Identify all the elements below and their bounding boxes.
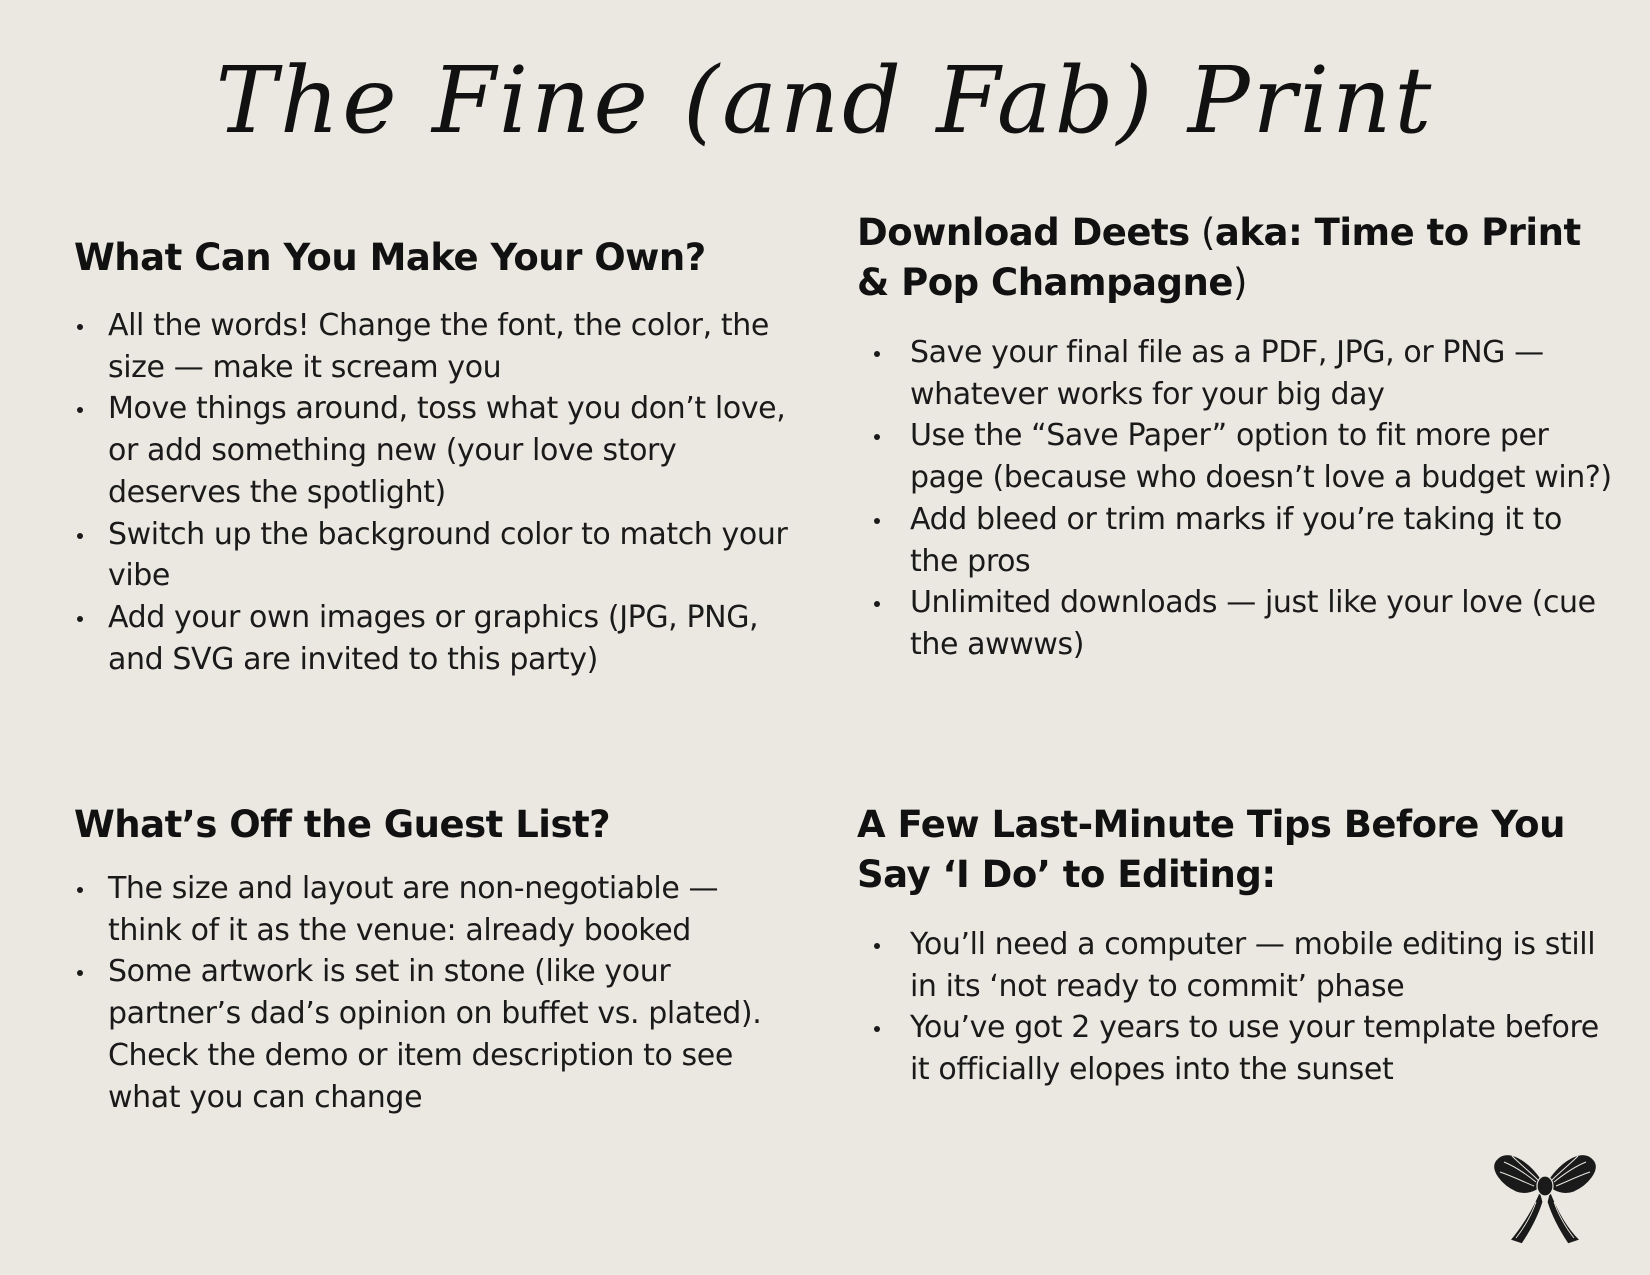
list-item: Switch up the background color to match your vibe bbox=[74, 514, 794, 597]
section-off-guest-list bbox=[74, 800, 794, 1118]
section-heading: A Few Last-Minute Tips Before You Say ‘I Do’ to Editing: bbox=[857, 803, 1565, 896]
list-item: All the words! Change the font, the color, the size — make it scream you bbox=[74, 305, 794, 388]
heading-main: Download Deets bbox=[857, 211, 1190, 254]
list-item: You’ll need a computer — mobile editing is still in its ‘not ready to commit’ phase bbox=[857, 924, 1617, 1007]
section-download-deets bbox=[857, 208, 1617, 666]
bow-icon bbox=[1490, 1140, 1600, 1250]
section-heading bbox=[857, 208, 1617, 308]
bullet-list bbox=[857, 332, 1617, 666]
section-last-minute-tips bbox=[857, 800, 1617, 1091]
list-item: You’ve got 2 years to use your template before it officially elopes into the sunset bbox=[857, 1007, 1617, 1090]
list-item: Add bleed or trim marks if you’re taking it to the pros bbox=[857, 499, 1617, 582]
section-heading: What’s Off the Guest List? bbox=[74, 803, 611, 846]
list-item: Move things around, toss what you don’t love, or add something new (your love story deserves the spotlight) bbox=[74, 388, 794, 513]
bullet-list bbox=[74, 305, 794, 680]
heading-close-paren: ) bbox=[1232, 261, 1247, 304]
bullet-list bbox=[857, 924, 1617, 1091]
section-heading: What Can You Make Your Own? bbox=[74, 236, 706, 279]
list-item: The size and layout are non-negotiable — think of it as the venue: already booked bbox=[74, 868, 794, 951]
bullet-list bbox=[74, 868, 794, 1118]
page-title: The Fine (and Fab) Print bbox=[215, 47, 1435, 154]
list-item: Some artwork is set in stone (like your partner’s dad’s opinion on buffet vs. plated). Check the demo or item description to see what you can change bbox=[74, 951, 794, 1118]
list-item: Use the “Save Paper” option to fit more per page (because who doesn’t love a budget win?) bbox=[857, 415, 1617, 498]
list-item: Save your final file as a PDF, JPG, or PNG — whatever works for your big day bbox=[857, 332, 1617, 415]
list-item: Add your own images or graphics (JPG, PNG, and SVG are invited to this party) bbox=[74, 597, 794, 680]
heading-inner: aka: Time to Print & Pop Champagne bbox=[857, 211, 1581, 304]
section-make-your-own bbox=[74, 233, 794, 680]
heading-open-paren: ( bbox=[1189, 211, 1215, 254]
list-item: Unlimited downloads — just like your love (cue the awwws) bbox=[857, 582, 1617, 665]
